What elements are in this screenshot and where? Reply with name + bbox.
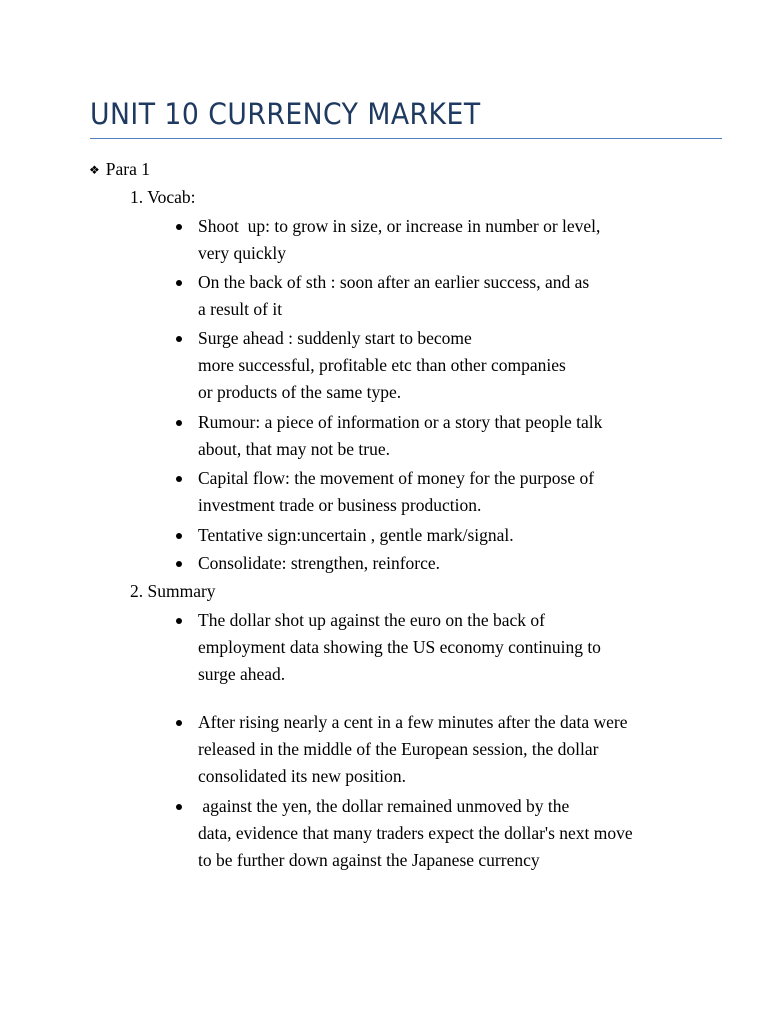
para-heading-label: Para 1 [105, 159, 150, 179]
list-item-text: Shoot up: to grow in size, or increase in number or level, very quickly [198, 216, 601, 263]
list-item [176, 409, 716, 463]
list-item-text: Tentative sign:uncertain , gentle mark/signal. [198, 525, 514, 545]
section-heading-summary [130, 578, 216, 605]
section-number: 1. [130, 187, 144, 207]
diamond-bullet-icon: ❖ [89, 163, 100, 177]
bullet-icon [176, 561, 182, 567]
list-item-text: The dollar shot up against the euro on the back of employment data showing the US economy continuing to surge ahead. [198, 610, 601, 684]
list-item [176, 550, 716, 577]
bullet-icon [176, 280, 182, 286]
title-divider [90, 138, 722, 139]
list-item-text: On the back of sth : soon after an earlier success, and as a result of it [198, 272, 590, 319]
list-item [176, 522, 716, 549]
bullet-icon [176, 720, 182, 726]
section-title: Summary [147, 581, 216, 601]
bullet-icon [176, 804, 182, 810]
bullet-icon [176, 476, 182, 482]
para-heading [89, 156, 150, 185]
list-item [176, 793, 716, 874]
bullet-icon [176, 533, 182, 539]
list-item [176, 465, 716, 519]
list-item-text: Capital flow: the movement of money for the purpose of investment trade or business production. [198, 468, 595, 515]
bullet-icon [176, 618, 182, 624]
list-item [176, 709, 716, 790]
list-item-text: Rumour: a piece of information or a story that people talk about, that may not be true. [198, 412, 603, 459]
page-title: UNIT 10 CURRENCY MARKET [90, 97, 481, 131]
bullet-icon [176, 224, 182, 230]
list-item [176, 607, 716, 688]
list-item [176, 213, 716, 267]
list-item [176, 325, 716, 406]
section-title: Vocab: [147, 187, 196, 207]
bullet-icon [176, 420, 182, 426]
list-item-text: Surge ahead : suddenly start to become more successful, profitable etc than other companies or products of the same type. [198, 328, 566, 402]
list-item [176, 269, 716, 323]
list-item-text: Consolidate: strengthen, reinforce. [198, 553, 441, 573]
bullet-icon [176, 336, 182, 342]
list-item-text: against the yen, the dollar remained unmoved by the data, evidence that many traders expect the dollar's next move to be further down against the Japanese currency [198, 796, 633, 870]
list-item-text: After rising nearly a cent in a few minutes after the data were released in the middle of the European session, the dollar consolidated its new position. [198, 712, 628, 786]
section-heading-vocab [130, 184, 195, 211]
section-number: 2. [130, 581, 144, 601]
